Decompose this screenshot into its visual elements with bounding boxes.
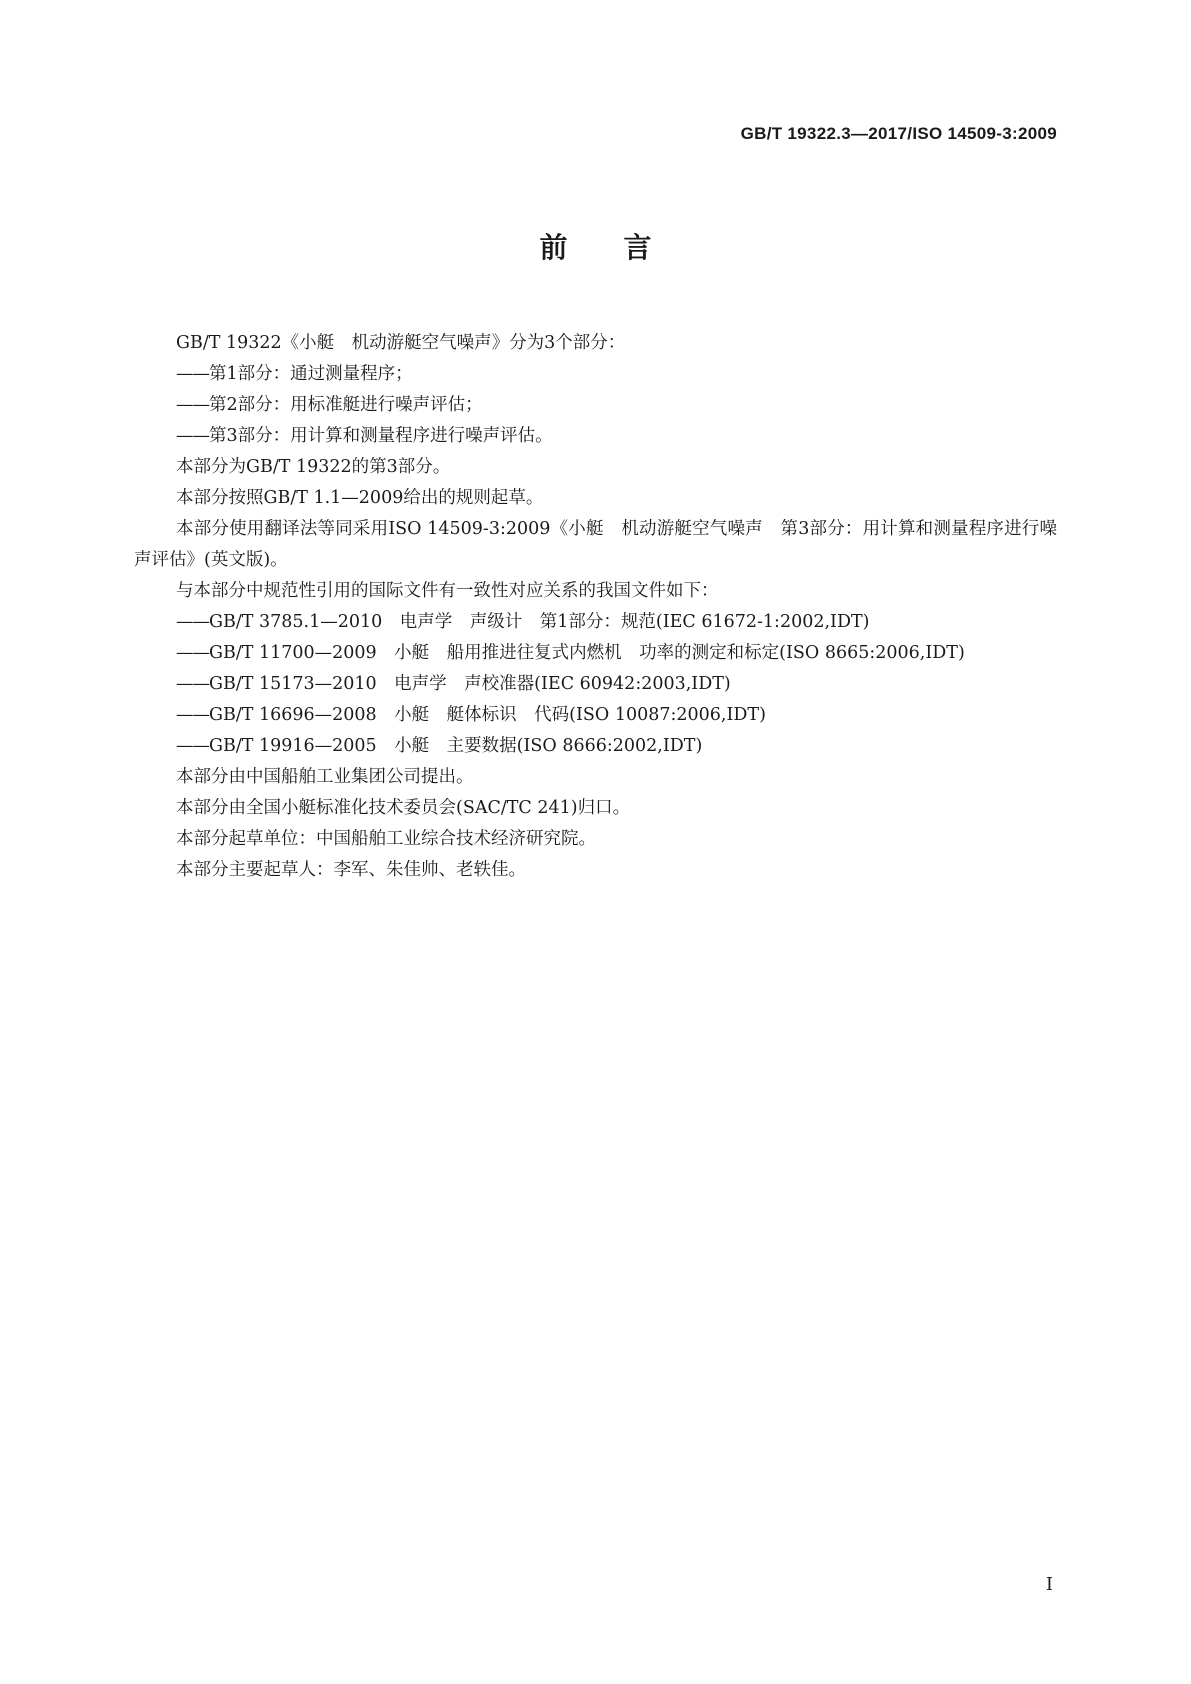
page-number: I bbox=[1045, 1574, 1053, 1595]
paragraph-drafting-unit: 本部分起草单位：中国船舶工业综合技术经济研究院。 bbox=[176, 829, 596, 849]
dash-mark: —— bbox=[176, 395, 209, 415]
dash-mark: —— bbox=[176, 364, 209, 384]
list-item: ——第3部分：用计算和测量程序进行噪声评估。 bbox=[176, 426, 553, 446]
foreword-body bbox=[134, 328, 1057, 886]
dash-mark: —— bbox=[176, 705, 209, 725]
dash-mark: —— bbox=[176, 736, 209, 756]
standard-code: GB/T 19322.3—2017/ISO 14509-3:2009 bbox=[740, 124, 1057, 143]
list-item: ——第2部分：用标准艇进行噪声评估； bbox=[176, 395, 483, 415]
paragraph-drafting-rules: 本部分按照GB/T 1.1—2009给出的规则起草。 bbox=[176, 488, 544, 508]
dash-mark: —— bbox=[176, 612, 209, 632]
list-item: ——GB/T 11700—2009 小艇 船用推进往复式内燃机 功率的测定和标定(ISO 8665:2006,IDT) bbox=[176, 643, 965, 663]
list-item: ——GB/T 16696—2008 小艇 艇体标识 代码(ISO 10087:2006,IDT) bbox=[176, 705, 766, 725]
dash-mark: —— bbox=[176, 426, 209, 446]
paragraph-part-statement: 本部分为GB/T 19322的第3部分。 bbox=[176, 457, 451, 477]
paragraph-drafters: 本部分主要起草人：李军、朱佳帅、老轶佳。 bbox=[176, 860, 526, 880]
paragraph-committee: 本部分由全国小艇标准化技术委员会(SAC/TC 241)归口。 bbox=[176, 798, 631, 818]
list-item: ——GB/T 15173—2010 电声学 声校准器(IEC 60942:2003,IDT) bbox=[176, 674, 731, 694]
dash-mark: —— bbox=[176, 643, 209, 663]
page-title: 前言 bbox=[539, 231, 708, 264]
paragraph-parts-intro: GB/T 19322《小艇 机动游艇空气噪声》分为3个部分： bbox=[176, 333, 626, 353]
list-item: ——第1部分：通过测量程序； bbox=[176, 364, 413, 384]
list-item: ——GB/T 3785.1—2010 电声学 声级计 第1部分：规范(IEC 61672-1:2002,IDT) bbox=[176, 612, 870, 632]
paragraph-references-intro: 与本部分中规范性引用的国际文件有一致性对应关系的我国文件如下： bbox=[176, 581, 719, 601]
list-item: ——GB/T 19916—2005 小艇 主要数据(ISO 8666:2002,IDT) bbox=[176, 736, 703, 756]
dash-mark: —— bbox=[176, 674, 209, 694]
paragraph-adoption: 本部分使用翻译法等同采用ISO 14509-3:2009《小艇 机动游艇空气噪声 第3部分：用计算和测量程序进行噪声评估》(英文版)。 bbox=[134, 519, 1057, 570]
paragraph-proposer: 本部分由中国船舶工业集团公司提出。 bbox=[176, 767, 474, 787]
